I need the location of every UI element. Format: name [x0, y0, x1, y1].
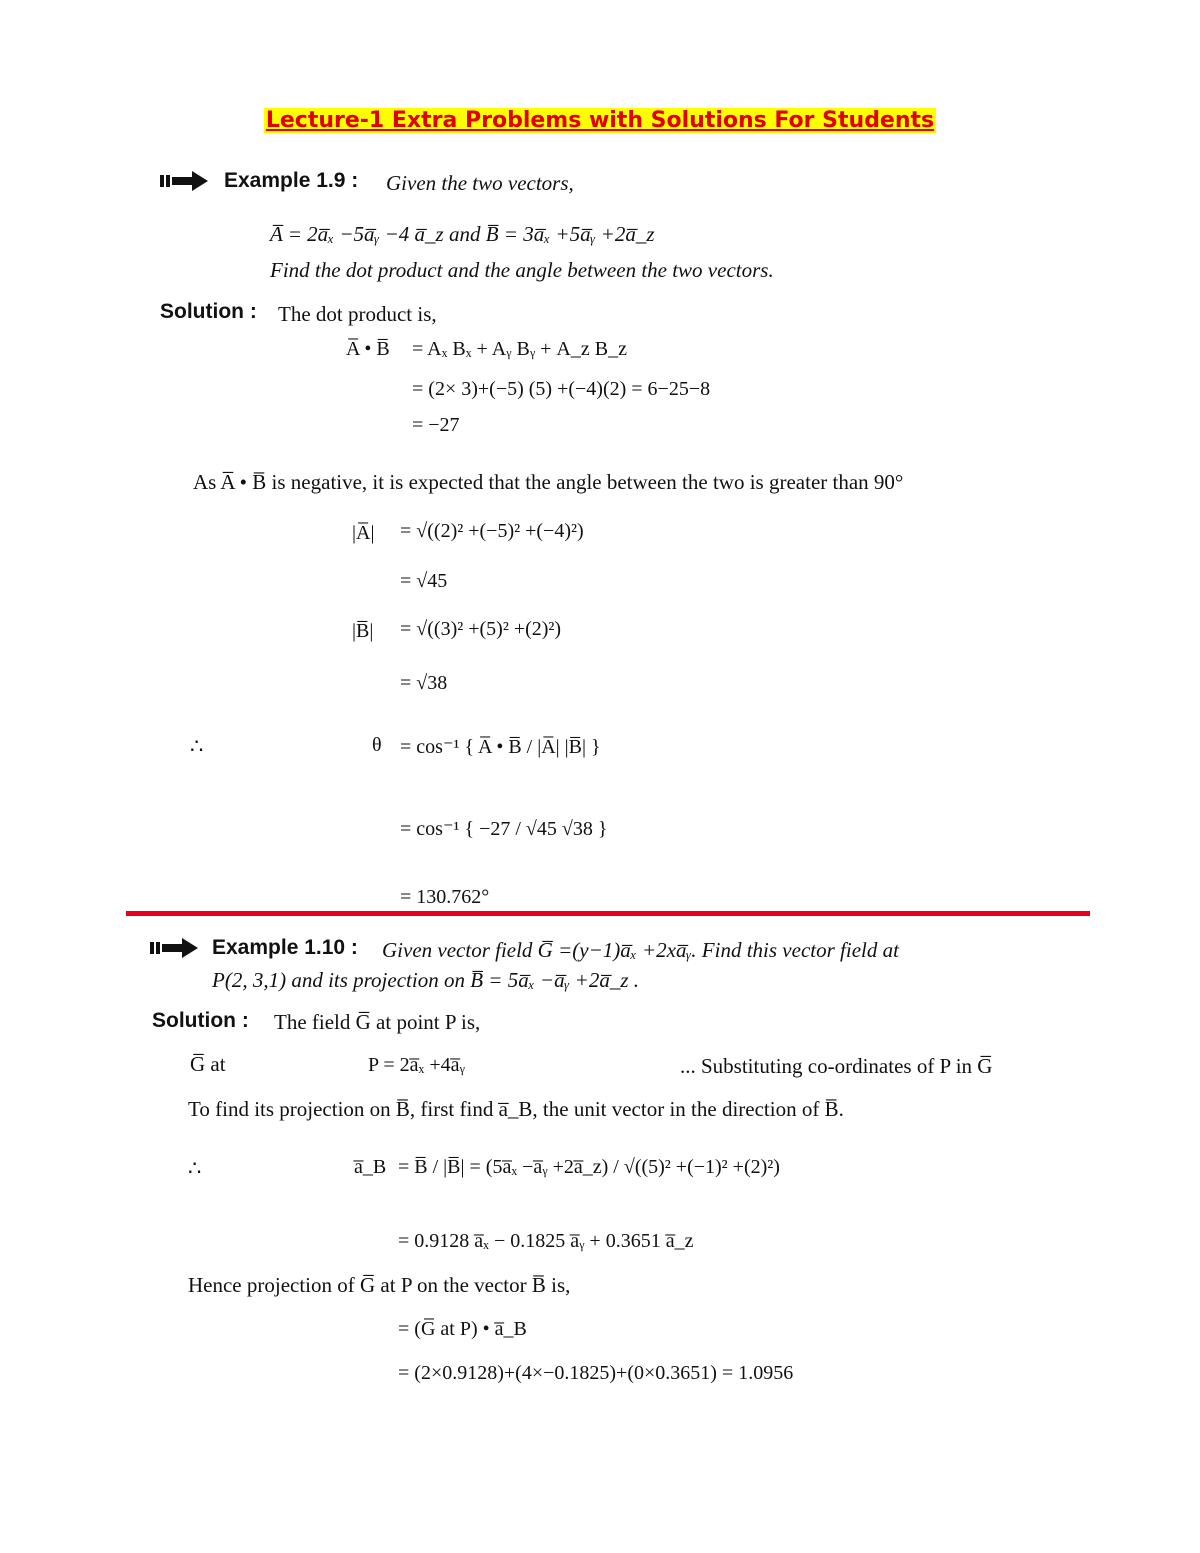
- theta-lhs: θ: [372, 734, 382, 756]
- dot-product-line-2: = (2× 3)+(−5) (5) +(−4)(2) = 6−25−8: [412, 378, 711, 400]
- theta-line-1: = cos⁻¹ { A̅ • B̅ / |A̅| |B̅| }: [400, 736, 601, 758]
- example-1-9-task: Find the dot product and the angle between the two vectors.: [270, 258, 774, 282]
- unit-vector-line-1: = B̅ / |B̅| = (5a̅ₓ −a̅ᵧ +2a̅_z) / √((5)² +(−1)² +(2)²): [398, 1156, 780, 1178]
- g-at-label: G̅ at: [190, 1052, 226, 1076]
- example-1-9-vectors: A̅ = 2a̅ₓ −5a̅ᵧ −4 a̅_z and B̅ = 3a̅ₓ +5a̅ᵧ +2a̅_z: [270, 222, 655, 246]
- theta-line-2: = cos⁻¹ { −27 / √45 √38 }: [400, 818, 608, 840]
- solution-2-intro: The field G̅ at point P is,: [274, 1010, 481, 1034]
- right-arrow-icon: [160, 170, 210, 198]
- page-title: [0, 108, 1200, 133]
- unit-vector-lhs: a̅_B: [354, 1156, 387, 1178]
- page-title-text: Lecture-1 Extra Problems with Solutions For Students: [265, 108, 935, 133]
- projection-note: Hence projection of G̅ at P on the vector B̅ is,: [188, 1273, 571, 1297]
- example-1-10-label: Example 1.10 :: [212, 936, 358, 959]
- mag-a-line-1: = √((2)² +(−5)² +(−4)²): [400, 520, 584, 542]
- g-at-rhs: P = 2a̅ₓ +4a̅ᵧ: [368, 1054, 465, 1076]
- mag-a-line-2: = √45: [400, 570, 448, 592]
- dot-product-line-3: = −27: [412, 414, 460, 436]
- mag-b-lhs: |B̅|: [352, 620, 374, 642]
- dot-product-lhs: A̅ • B̅: [346, 338, 390, 360]
- projection-line-1: = (G̅ at P) • a̅_B: [398, 1318, 527, 1340]
- therefore-symbol-2: ∴: [188, 1156, 202, 1180]
- example-1-10-statement-2: P(2, 3,1) and its projection on B̅ = 5a̅ₓ −a̅ᵧ +2a̅_z .: [212, 968, 640, 992]
- example-1-9-label: Example 1.9 :: [224, 169, 359, 192]
- example-1-10-statement-1: Given vector field G̅ =(y−1)a̅ₓ +2xa̅ᵧ. Find this vector field at: [382, 938, 899, 962]
- solution-1-intro: The dot product is,: [278, 302, 437, 326]
- mag-a-lhs: |A̅|: [352, 522, 375, 544]
- section-divider: [126, 911, 1090, 916]
- solution-1-label: Solution :: [160, 300, 257, 323]
- g-at-note: ... Substituting co-ordinates of P in G̅: [680, 1054, 993, 1078]
- therefore-symbol-1: ∴: [190, 734, 204, 758]
- theta-line-3: = 130.762°: [400, 886, 490, 908]
- example-1-9-intro: Given the two vectors,: [386, 171, 574, 195]
- right-arrow-icon: [150, 937, 200, 965]
- unit-vector-line-2: = 0.9128 a̅ₓ − 0.1825 a̅ᵧ + 0.3651 a̅_z: [398, 1230, 694, 1252]
- mag-b-line-2: = √38: [400, 672, 448, 694]
- unit-vector-note: To find its projection on B̅, first find a̅_B, the unit vector in the direction of B̅.: [188, 1097, 844, 1121]
- dot-product-line-1: = Aₓ Bₓ + Aᵧ Bᵧ + A_z B_z: [412, 338, 627, 360]
- negative-note: As A̅ • B̅ is negative, it is expected that the angle between the two is greater than 90°: [193, 470, 904, 494]
- mag-b-line-1: = √((3)² +(5)² +(2)²): [400, 618, 562, 640]
- projection-line-2: = (2×0.9128)+(4×−0.1825)+(0×0.3651) = 1.0956: [398, 1362, 794, 1384]
- solution-2-label: Solution :: [152, 1009, 249, 1032]
